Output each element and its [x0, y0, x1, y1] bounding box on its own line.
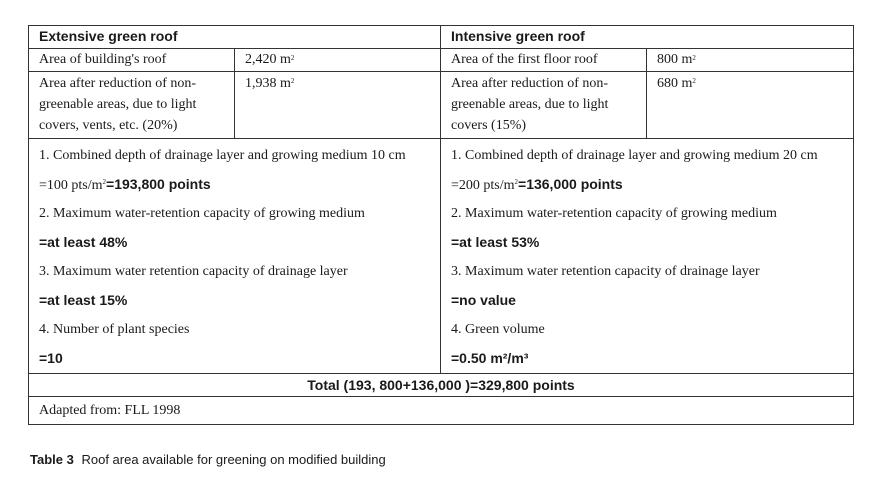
- source-note: Adapted from: FLL 1998: [29, 397, 854, 425]
- extensive-reduced-label: Area after reduction of non-greenable areas, due to light covers, vents, etc. (20%): [29, 72, 235, 139]
- header-row: [29, 26, 854, 49]
- intensive-item-2-text: 2. Maximum water-retention capacity of growing medium: [451, 206, 777, 221]
- intensive-item-1-text: 1. Combined depth of drainage layer and growing medium 20 cm: [451, 148, 818, 163]
- intensive-header: Intensive green roof: [441, 26, 854, 49]
- extensive-criteria: [29, 139, 441, 374]
- extensive-item-2-text: 2. Maximum water-retention capacity of growing medium: [39, 206, 365, 221]
- extensive-item-1-value: =100 pts/$m^2=193,800$ points: [39, 176, 211, 193]
- intensive-reduced-label: Area after reduction of non-greenable areas, due to light covers (15%): [441, 72, 647, 139]
- reduced-area-row: [29, 72, 854, 139]
- extensive-item-1-text: 1. Combined depth of drainage layer and growing medium 10 cm: [39, 148, 406, 163]
- intensive-area-value: 800 $m^2$: [647, 49, 854, 72]
- caption-text: Roof area available for greening on modified building: [81, 452, 386, 467]
- criteria-row: [29, 139, 854, 374]
- extensive-area-label: Area of building's roof: [29, 49, 235, 72]
- intensive-item-2-value: =at least 53%: [451, 234, 540, 250]
- extensive-reduced-value: 1,938 $m^2$: [235, 72, 441, 139]
- extensive-item-4-text: 4. Number of plant species: [39, 322, 190, 337]
- extensive-item-2-value: =at least 48%: [39, 234, 128, 250]
- source-row: [29, 397, 854, 425]
- extensive-item-3-text: 3. Maximum water retention capacity of drainage layer: [39, 264, 348, 279]
- intensive-item-4-text: 4. Green volume: [451, 322, 545, 337]
- intensive-area-label: Area of the first floor roof: [441, 49, 647, 72]
- intensive-criteria: [441, 139, 854, 374]
- extensive-item-3-value: =at least 15%: [39, 292, 128, 308]
- area-row: [29, 49, 854, 72]
- intensive-item-1-value: =200 pts/$m^2=136,000$ points: [451, 176, 623, 193]
- extensive-header: Extensive green roof: [29, 26, 441, 49]
- intensive-item-4-value: =0.50 m²/m³: [451, 350, 529, 366]
- table-caption: [30, 452, 386, 467]
- caption-label: Table 3: [30, 452, 74, 467]
- intensive-item-3-text: 3. Maximum water retention capacity of drainage layer: [451, 264, 760, 279]
- intensive-reduced-value: 680 $m^2$: [647, 72, 854, 139]
- green-roof-table: [28, 25, 854, 425]
- total-row: [29, 374, 854, 397]
- total-points: Total (193, 800+136,000 )=329,800 points: [29, 374, 854, 397]
- extensive-item-4-value: =10: [39, 350, 63, 366]
- extensive-area-value: 2,420 $m^2$: [235, 49, 441, 72]
- intensive-item-3-value: =no value: [451, 292, 516, 308]
